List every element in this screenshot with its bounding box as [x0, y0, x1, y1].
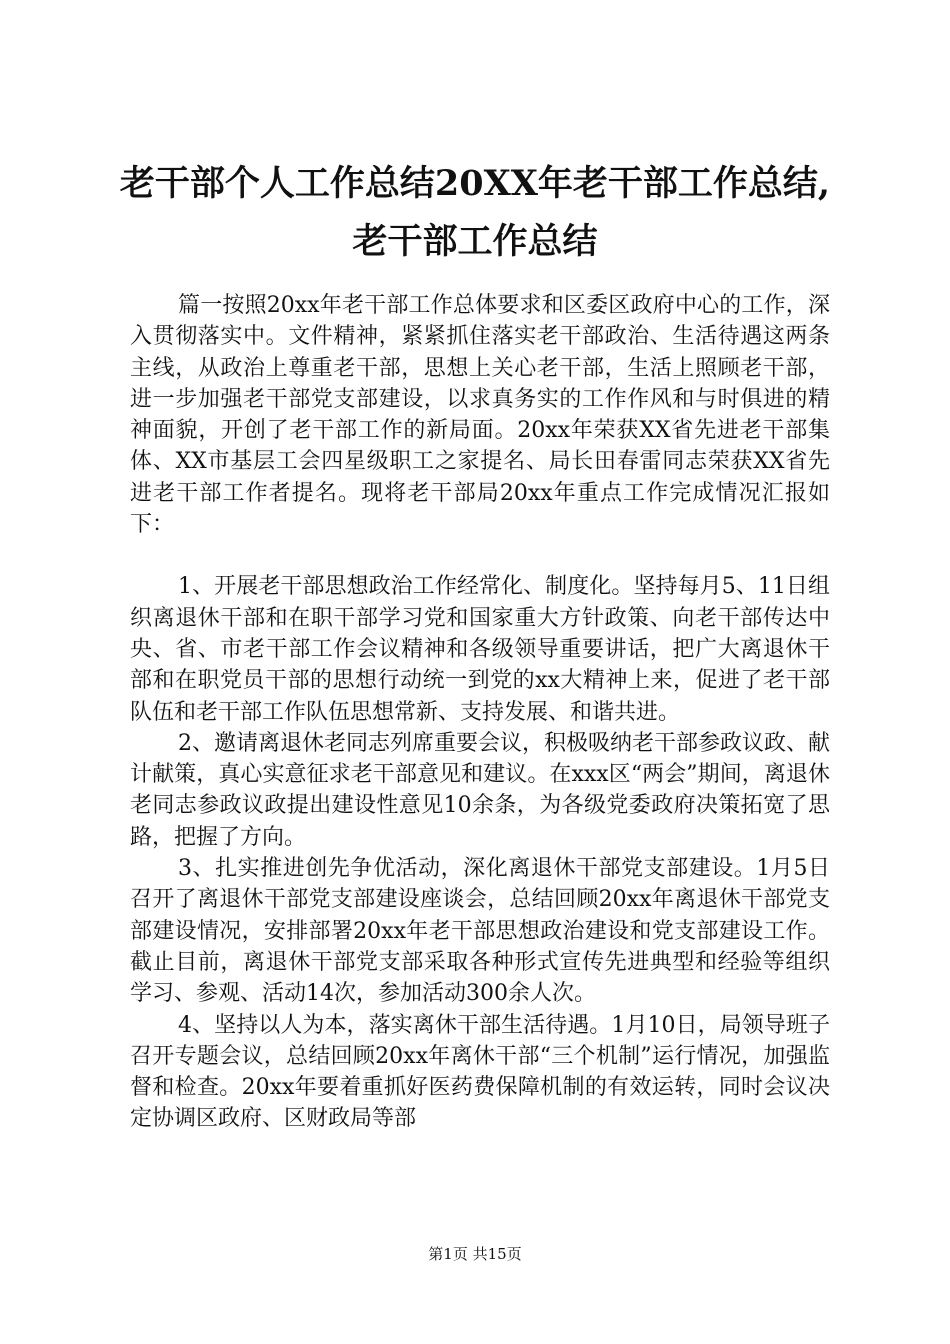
document-body	[130, 290, 830, 1135]
document-title-line-2: 老干部工作总结	[352, 221, 598, 262]
page-number-footer: 第1页 共15页	[428, 1245, 522, 1263]
paragraph-item-3: 3、扎实推进创先争优活动，深化离退休干部党支部建设。1月5日召开了离退休干部党支部建设座谈会，总结回顾20xx年离退休干部党支部建设情况，安排部署20xx年老干部思想政治建设和党支部建设工作。截止目前，离退休干部党支部采取各种形式宣传先进典型和经验等组织学习、参观、活动14次，参加活动300余人次。	[130, 856, 830, 1007]
paragraph-item-2: 2、邀请离退休老同志列席重要会议，积极吸纳老干部参政议政、献计献策，真心实意征求老干部意见和建议。在xxx区“两会”期间，离退休老同志参政议政提出建设性意见10余条，为各级党委政府决策拓宽了思路，把握了方向。	[130, 730, 830, 850]
paragraph-gap	[130, 540, 830, 571]
paragraph-intro: 篇一按照20xx年老干部工作总体要求和区委区政府中心的工作，深入贯彻落实中。文件精神，紧紧抓住落实老干部政治、生活待遇这两条主线，从政治上尊重老干部，思想上关心老干部，生活上照顾老干部，进一步加强老干部党支部建设，以求真务实的工作作风和与时俱进的精神面貌，开创了老干部工作的新局面。20xx年荣获XX省先进老干部集体、XX市基层工会四星级职工之家提名、局长田春雷同志荣获XX省先进老干部工作者提名。现将老干部局20xx年重点工作完成情况汇报如下：	[130, 293, 830, 538]
paragraph-item-4: 4、坚持以人为本，落实离休干部生活待遇。1月10日，局领导班子召开专题会议，总结回顾20xx年离休干部“三个机制”运行情况，加强监督和检查。20xx年要着重抓好医药费保障机制的有效运转，同时会议决定协调区政府、区财政局等部	[130, 1012, 830, 1132]
document-title-line-1: 老干部个人工作总结20XX年老干部工作总结,	[119, 163, 831, 204]
paragraph-item-1: 1、开展老干部思想政治工作经常化、制度化。坚持每月5、11日组织离退休干部和在职干部学习党和国家重大方针政策、向老干部传达中央、省、市老干部工作会议精神和各级领导重要讲话，把广大离退休干部和在职党员干部的思想行动统一到党的xx大精神上来，促进了老干部队伍和老干部工作队伍思想常新、支持发展、和谐共进。	[130, 574, 830, 725]
